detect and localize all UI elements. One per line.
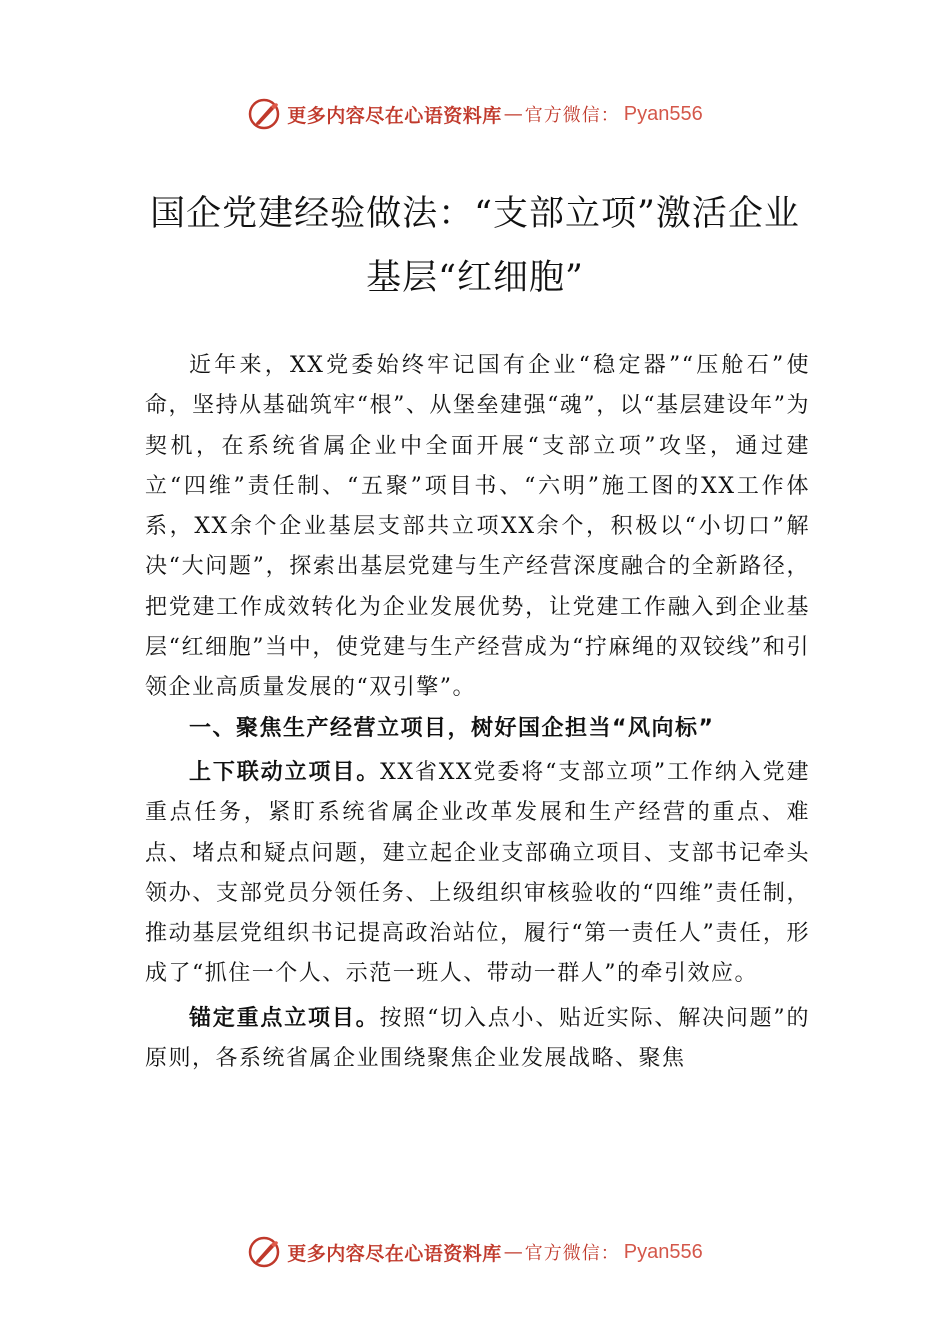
footer-banner [0,1232,950,1272]
banner-brand: 更多内容尽在心语资料库 [287,104,502,127]
document-body [145,346,810,1079]
section-heading-1: 一、聚焦生产经营立项目，树好国企担当“风向标” [189,715,715,741]
footer-dash: — [503,1241,523,1263]
paragraph-2-lead: 上下联动立项目。 [189,759,381,785]
footer-brand: 更多内容尽在心语资料库 [287,1242,502,1265]
document-title [100,182,850,310]
paragraph-intro: 近年来，XX党委始终牢记国有企业“稳定器”“压舱石”使命，坚持从基础筑牢“根”、从堡垒建强“魂”，以“基层建设年”为契机，在系统省属企业中全面开展“支部立项”攻坚，通过建立“四维”责任制、“五聚”项目书、“六明”施工图的XX工作体系，XX余个企业基层支部共立项XX余个，积极以“小切口”解决“大问题”，探索出基层党建与生产经营深度融合的全新路径，把党建工作成效转化为企业发展优势，让党建工作融入到企业基层“红细胞”当中，使党建与生产经营成为“拧麻绳的双铰线”和引领企业高质量发展的“双引擎”。 [145,353,810,701]
footer-wechat-id: Pyan556 [623,1240,703,1263]
banner-label: 官方微信： [524,105,620,126]
quill-logo-icon [247,1235,281,1269]
paragraph-2-text: XX省XX党委将“支部立项”工作纳入党建重点任务，紧盯系统省属企业改革发展和生产经营的重点、难点、堵点和疑点问题，建立起企业支部确立项目、支部书记牵头领办、支部党员分领任务、上级组织审核验收的“四维”责任制，推动基层党组织书记提高政治站位，履行“第一责任人”责任，形成了“抓住一个人、示范一班人、带动一群人”的牵引效应。 [145,759,810,987]
title-line-2: 基层“红细胞” [366,258,584,298]
header-banner [0,94,950,134]
paragraph-3-text: 按照“切入点小、贴近实际、解决问题”的原则，各系统省属企业围绕聚焦企业发展战略、聚焦 [145,1005,810,1072]
footer-label: 官方微信： [524,1243,620,1264]
banner-dash: — [503,103,523,125]
paragraph-3-lead: 锚定重点立项目。 [189,1005,380,1031]
banner-wechat-id: Pyan556 [623,102,703,125]
title-line-1: 国企党建经验做法：“支部立项”激活企业 [150,194,800,234]
quill-logo-icon [247,97,281,131]
paragraph-3 [145,999,810,1080]
paragraph-2 [145,753,810,995]
